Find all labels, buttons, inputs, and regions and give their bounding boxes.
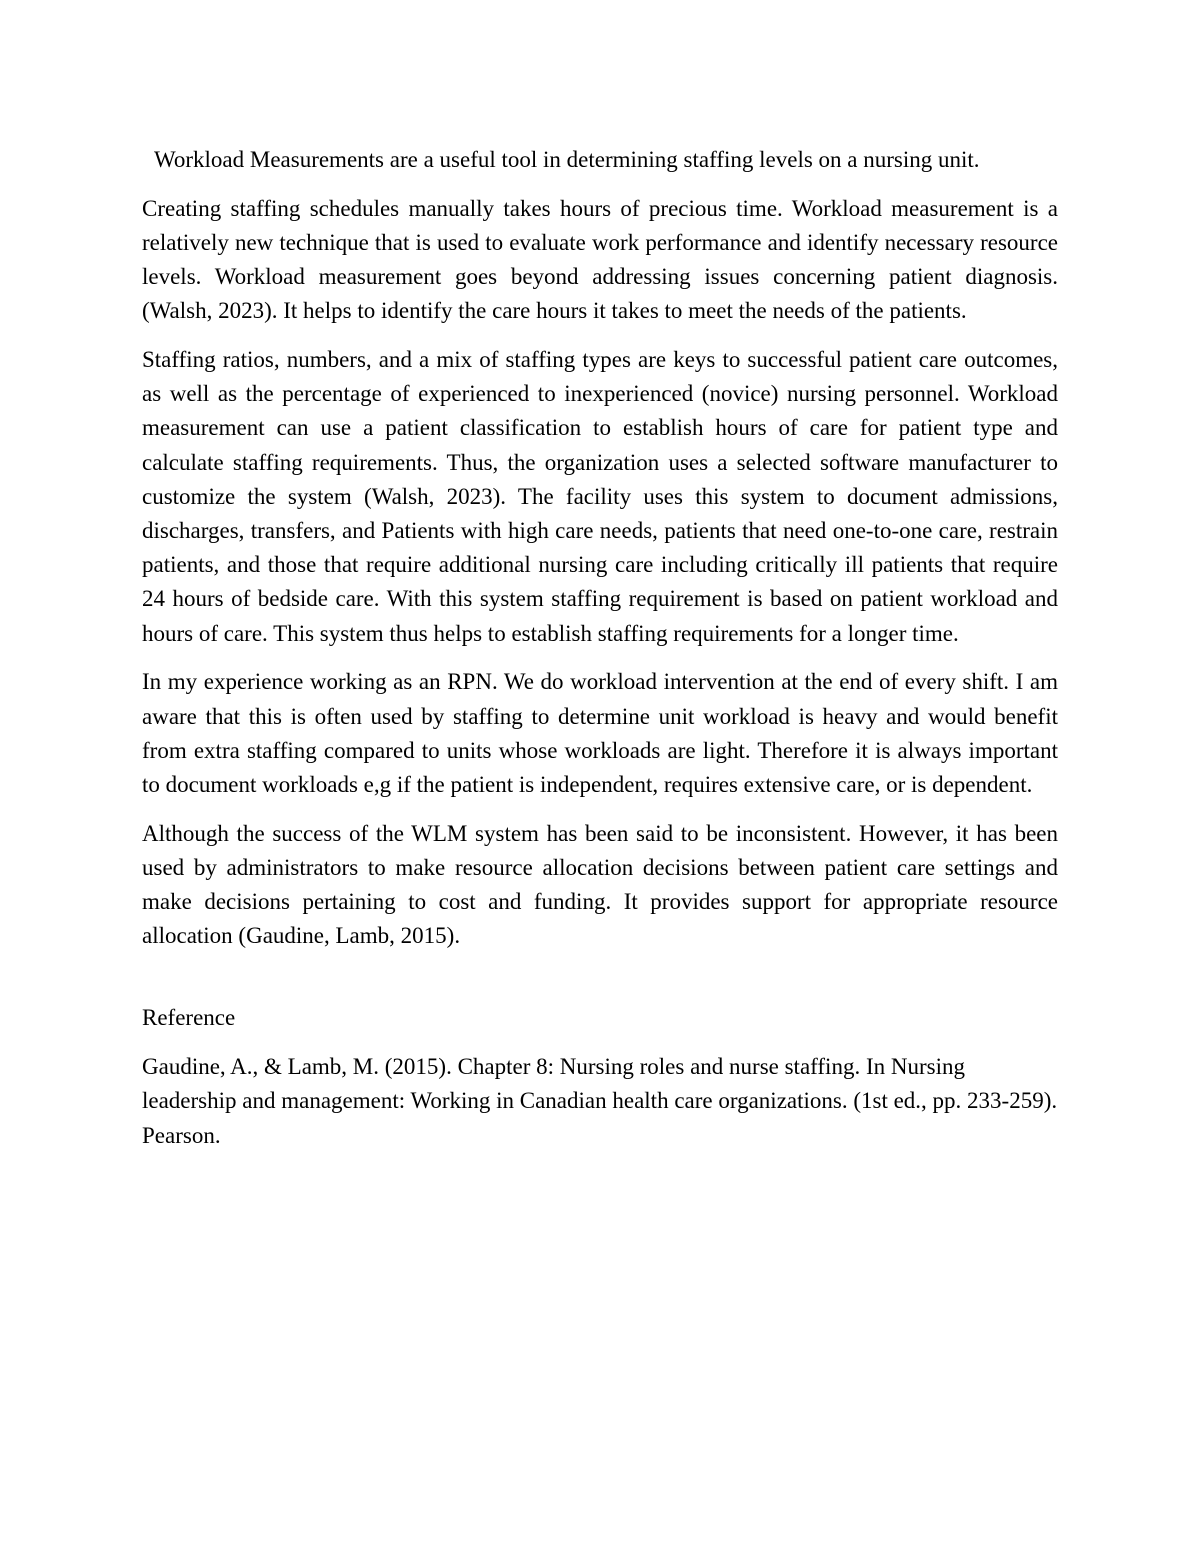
- reference-entry: Gaudine, A., & Lamb, M. (2015). Chapter 8: Nursing roles and nurse staffing. In Nursing leadership and management: Working in Canadian health care organizations. (1st ed., pp. 233-259). Pearson.: [142, 1054, 1058, 1148]
- reference-heading: Reference: [142, 1005, 236, 1031]
- paragraph-staffing-schedules: Creating staffing schedules manually takes hours of precious time. Workload measurement is a relatively new technique that is used to evaluate work performance and identify necessary resource levels. Workload measurement goes beyond addressing issues concerning patient diagnosis. (Walsh, 2023). It helps to identify the care hours it takes to meet the needs of the patients.: [142, 195, 1058, 324]
- paragraph-wlm-success: Although the success of the WLM system has been said to be inconsistent. However, it has been used by administrators to make resource allocation decisions between patient care settings and make decisions pertaining to cost and funding. It provides support for appropriate resource allocation (Gaudine, Lamb, 2015).: [142, 820, 1058, 949]
- document-body: [142, 143, 1058, 1167]
- paragraph-staffing-ratios: Staffing ratios, numbers, and a mix of staffing types are keys to successful patient care outcomes, as well as the percentage of experienced to inexperienced (novice) nursing personnel. Workload measurement can use a patient classification to establish hours of care for patient type and calculate staffing requirements. Thus, the organization uses a selected software manufacturer to customize the system (Walsh, 2023). The facility uses this system to document admissions, discharges, transfers, and Patients with high care needs, patients that need one-to-one care, restrain patients, and those that require additional nursing care including critically ill patients that require 24 hours of bedside care. With this system staffing requirement is based on patient workload and hours of care. This system thus helps to establish staffing requirements for a longer time.: [142, 347, 1058, 646]
- paragraph-intro: Workload Measurements are a useful tool in determining staffing levels on a nursing unit.: [154, 147, 980, 172]
- paragraph-experience: In my experience working as an RPN. We do workload intervention at the end of every shift. I am aware that this is often used by staffing to determine unit workload is heavy and would benefit from extra staffing compared to units whose workloads are light. Therefore it is always important to document workloads e,g if the patient is independent, requires extensive care, or is dependent.: [142, 669, 1058, 797]
